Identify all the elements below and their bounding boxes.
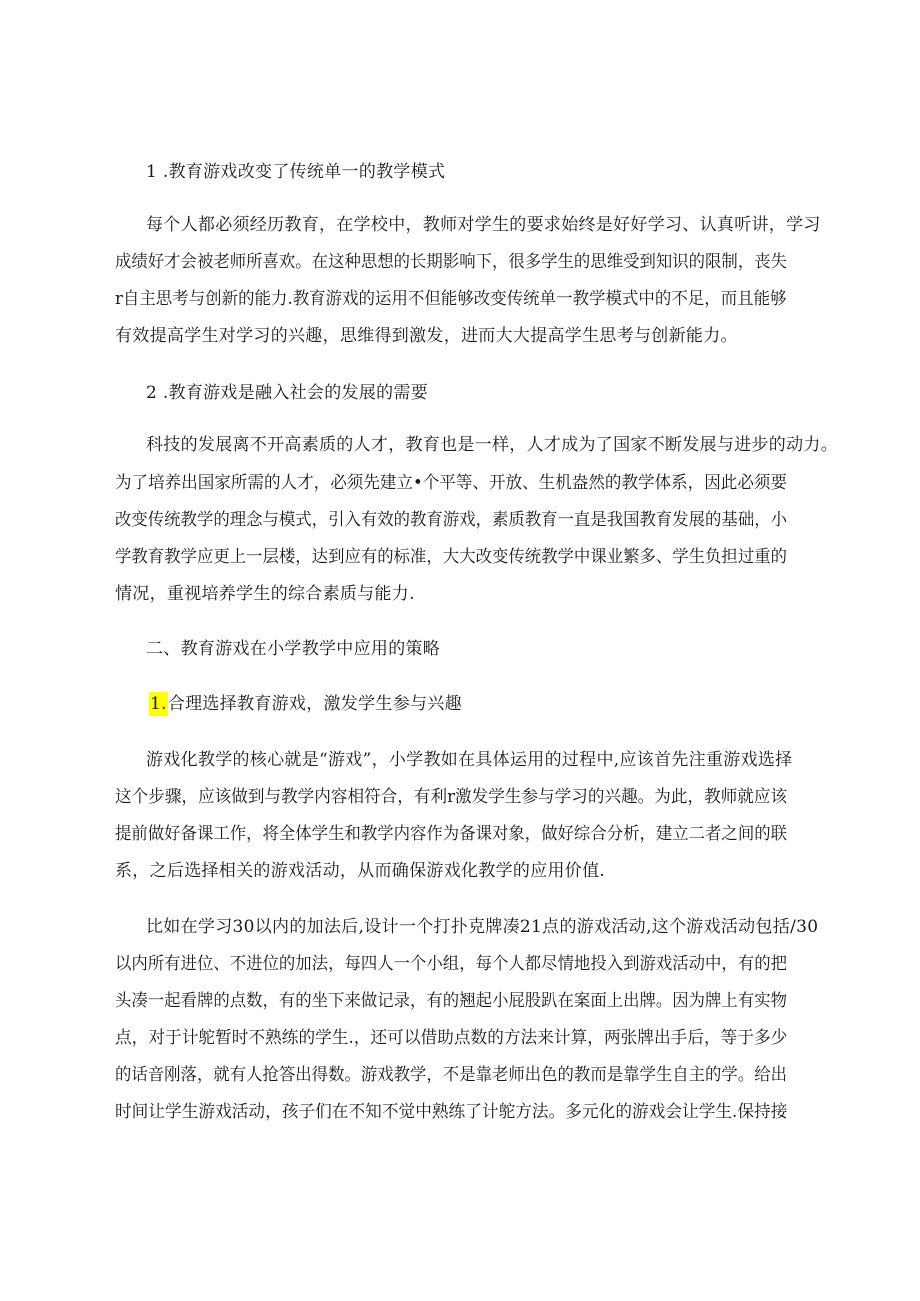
subsection-1-line-4: 系，之后选择相关的游戏活动，从而确保游戏化教学的应用价值. bbox=[115, 861, 606, 881]
part-2-heading: 二、教育游戏在小学教学中应用的策略 bbox=[146, 639, 441, 659]
subsection-1-line-1: 游戏化教学的核心就是“游戏”，小学教如在具体运用的过程中,应该首先注重游戏选择 bbox=[146, 750, 793, 770]
example-line-2: 以内所有进位、不进位的加法，每四人一个小组，每个人都尽情地投入到游戏活动中，有的把 bbox=[115, 954, 787, 974]
section-1-line-2: 成绩好才会被老师所喜欢。在这种思想的长期影响下，很多学生的思维受到知识的限制，丧失 bbox=[115, 252, 787, 272]
example-line-1: 比如在学习30以内的加法后,设计一个打扑克牌凑21点的游戏活动,这个游戏活动包括/30 bbox=[146, 917, 819, 937]
subsection-1-title: 合理选择教育游戏，激发学生参与兴趣 bbox=[167, 694, 462, 714]
example-line-6: 时间让学生游戏活动，孩子们在不知不觉中熟练了计鸵方法。多元化的游戏会让学生.保持接 bbox=[115, 1102, 788, 1122]
subsection-1-heading bbox=[149, 692, 462, 716]
example-line-4: 点，对于计鸵暂时不熟练的学生.，还可以借助点数的方法来计算，两张牌出手后，等于多少 bbox=[115, 1028, 788, 1048]
section-1-heading: 1 .教育游戏改变了传统单一的教学模式 bbox=[146, 162, 446, 182]
section-2-line-4: 学教育教学应更上一层楼，达到应有的标准，大大改变传统教学中课业繁多、学生负担过重的 bbox=[115, 547, 787, 567]
subsection-1-line-3: 提前做好备课工作，将全体学生和教学内容作为备课对象，做好综合分析，建立二者之间的联 bbox=[115, 824, 787, 844]
section-2-heading: 2 .教育游戏是融入社会的发展的需要 bbox=[146, 383, 429, 403]
section-2-line-2: 为了培养出国家所需的人才，必须先建立•个平等、开放、生机盎然的教学体系，因此必须要 bbox=[115, 473, 788, 493]
subsection-1-line-2: 这个步骤，应该做到与教学内容相符合，有利r激发学生参与学习的兴趣。为此，教师就应该 bbox=[115, 787, 788, 807]
section-1-line-3: r自主思考与创新的能力.教育游戏的运用不但能够改变传统单一教学模式中的不足，而且能够 bbox=[115, 289, 787, 309]
section-2-line-5: 情况，重视培养学生的综合素质与能力. bbox=[115, 584, 415, 604]
section-1-line-4: 有效提高学生对学习的兴趣，思维得到激发，进而大大提高学生思考与创新能力。 bbox=[115, 326, 738, 346]
section-1-line-1: 每个人都必须经历教育，在学校中，教师对学生的要求始终是好好学习、认真听讲，学习 bbox=[146, 215, 821, 235]
subsection-1-number: 1. bbox=[150, 694, 167, 714]
section-2-line-3: 改变传统教学的理念与模式，引入有效的教育游戏，素质教育一直是我国教育发展的基础，小 bbox=[115, 510, 787, 530]
example-line-5: 的话音刚落，就有人抢答出得数。游戏教学，不是靠老师出色的教而是靠学生自主的学。给出 bbox=[115, 1065, 787, 1085]
example-line-3: 头凑一起看牌的点数，有的坐下来做记录，有的翘起小屁股趴在案面上出牌。因为牌上有实物 bbox=[115, 991, 787, 1011]
section-2-line-1: 科技的发展离不开高素质的人才，教育也是一样，人才成为了国家不断发展与进步的动力。 bbox=[146, 435, 838, 455]
